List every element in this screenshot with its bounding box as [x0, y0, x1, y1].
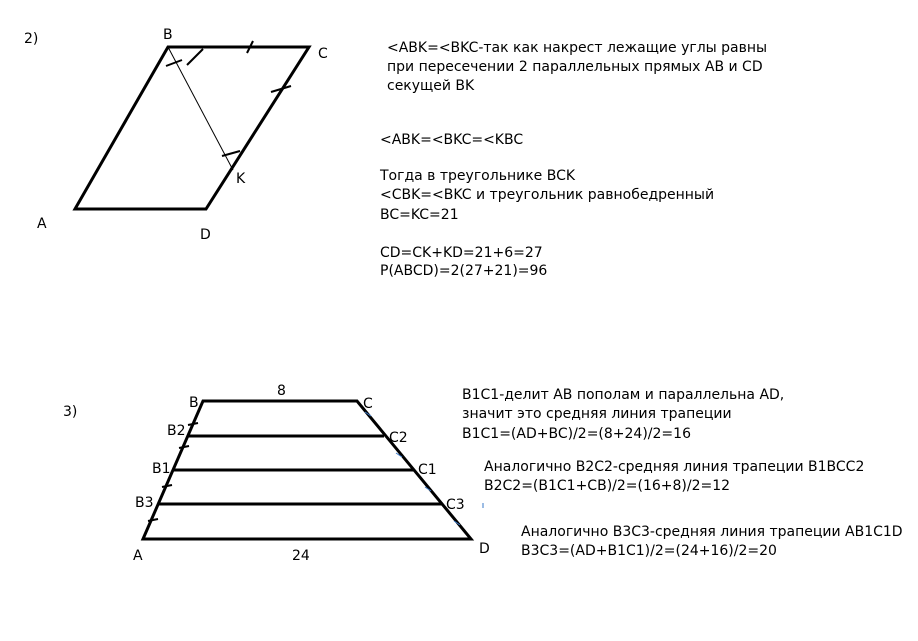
solution-line: B3C3=(AD+B1C1)/2=(24+16)/2=20 — [521, 543, 777, 559]
solution-line: <CBK=<BKC и треугольник равнобедренный — [380, 187, 715, 203]
segment-bk — [168, 47, 233, 170]
solution-line: P(ABCD)=2(27+21)=96 — [380, 263, 548, 279]
vertex-label-d: D — [200, 227, 211, 243]
problem-number: 2) — [24, 31, 39, 47]
parallelogram-abcd — [75, 41, 309, 209]
point-label-b2: B2 — [167, 423, 186, 439]
point-label-c1: C1 — [418, 462, 437, 478]
side-label-ad: 24 — [292, 548, 310, 564]
solution-line: <ABK=<BKC=<KBC — [380, 132, 524, 148]
solution-line: BC=KC=21 — [380, 207, 459, 223]
solution-line: Аналогично B3C3-средняя линия трапеции AB1C1D — [521, 524, 903, 540]
solution-line: <ABK=<BKC-так как накрест лежащие углы равны — [387, 40, 768, 56]
vertex-label-c: C — [318, 46, 328, 62]
tick-ab-4 — [148, 519, 158, 521]
vertex-label-c: C — [363, 396, 373, 412]
solution-line: CD=CK+KD=21+6=27 — [380, 245, 543, 261]
solution-line: значит это средняя линия трапеции — [462, 406, 732, 422]
vertex-label-d: D — [479, 541, 490, 557]
point-label-c3: C3 — [446, 497, 465, 513]
solution-line: секущей BK — [387, 78, 475, 94]
vertex-label-a: A — [133, 548, 143, 564]
angle-mark-abk — [166, 60, 182, 66]
tick-ab-3 — [162, 485, 172, 487]
solution-line: B1C1=(AD+BC)/2=(8+24)/2=16 — [462, 426, 691, 442]
solution-line: при пересечении 2 параллельных прямых AB и CD — [387, 59, 763, 75]
point-label-b1: B1 — [152, 461, 171, 477]
tick-ab-1 — [188, 423, 198, 425]
solution-line: Аналогично B2C2-средняя линия трапеции B1BCC2 — [484, 459, 865, 475]
vertex-label-b: B — [163, 27, 173, 43]
point-label-k: K — [236, 171, 246, 187]
solution-line: B1C1-делит AB пополам и параллельна AD, — [462, 387, 785, 403]
tick-ab-2 — [179, 446, 189, 448]
parallelogram-outline — [75, 47, 309, 209]
problem-number: 3) — [63, 404, 78, 420]
vertex-label-b: B — [189, 395, 199, 411]
point-label-b3: B3 — [135, 495, 154, 511]
side-label-bc: 8 — [277, 383, 286, 399]
vertex-label-a: A — [37, 216, 47, 232]
point-label-c2: C2 — [389, 430, 408, 446]
solution-line: B2C2=(B1C1+CB)/2=(16+8)/2=12 — [484, 478, 731, 494]
solution-line: Тогда в треугольнике BCK — [380, 168, 576, 184]
angle-mark-kbc — [187, 49, 203, 65]
